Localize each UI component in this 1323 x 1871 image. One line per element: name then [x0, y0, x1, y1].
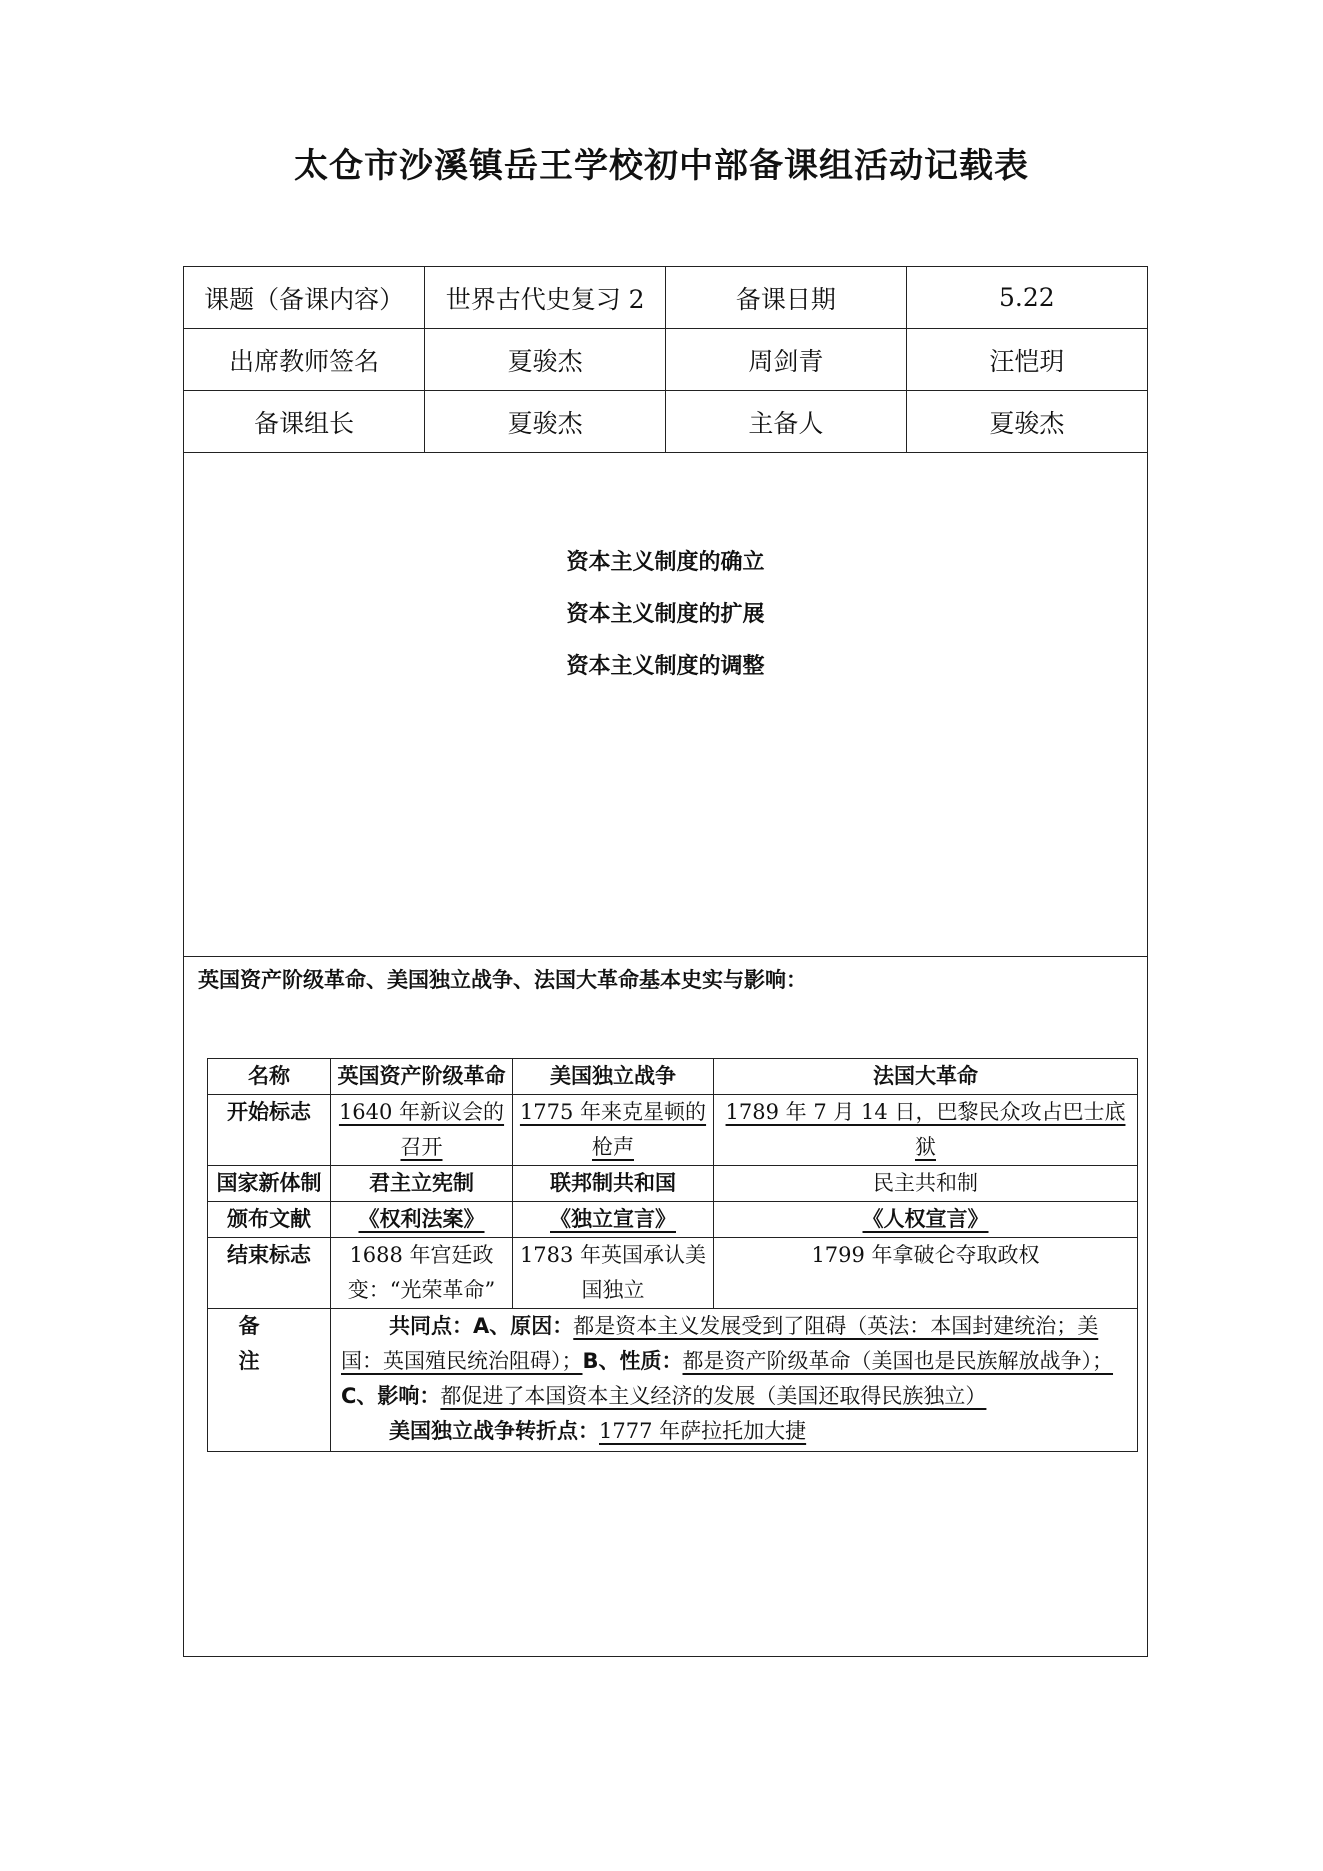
header-table — [184, 267, 1147, 453]
header-row — [184, 391, 1147, 453]
table-cell: 《独立宣言》 — [513, 1202, 714, 1238]
column-header: 美国独立战争 — [513, 1059, 714, 1095]
table-cell: 1799 年拿破仑夺取政权 — [714, 1238, 1138, 1309]
attendees-label: 出席教师签名 — [184, 329, 425, 391]
table-cell: 民主共和制 — [714, 1166, 1138, 1202]
table-cell: 1775 年来克星顿的枪声 — [513, 1095, 714, 1166]
table-cell: 君主立宪制 — [331, 1166, 513, 1202]
topics-block — [184, 453, 1147, 957]
page-title: 太仓市沙溪镇岳王学校初中部备课组活动记载表 — [294, 146, 1029, 186]
date-value: 5.22 — [906, 267, 1147, 329]
row-label: 颁布文献 — [208, 1202, 331, 1238]
row-label: 国家新体制 — [208, 1166, 331, 1202]
comparison-table — [207, 1058, 1138, 1452]
record-form — [183, 266, 1148, 1657]
header-row — [184, 267, 1147, 329]
table-cell: 《人权宣言》 — [714, 1202, 1138, 1238]
row-label: 结束标志 — [208, 1238, 331, 1309]
note-cell: 共同点：A、原因：都是资本主义发展受到了阻碍（英法：本国封建统治；美国：英国殖民统治阻碍）；B、性质：都是资产阶级革命（美国也是民族解放战争）；C、影响：都促进了本国资本主义经济的发展（美国还取得民族独立） 美国独立战争转折点：1777 年萨拉托加大捷 — [331, 1309, 1138, 1452]
column-header: 名称 — [208, 1059, 331, 1095]
main-preparer-value: 夏骏杰 — [906, 391, 1147, 453]
column-header: 英国资产阶级革命 — [331, 1059, 513, 1095]
section-heading: 英国资产阶级革命、美国独立战争、法国大革命基本史实与影响： — [198, 968, 807, 992]
table-cell: 1783 年英国承认美国独立 — [513, 1238, 714, 1309]
table-row — [208, 1059, 1138, 1095]
table-cell: 1640 年新议会的召开 — [331, 1095, 513, 1166]
table-row — [208, 1166, 1138, 1202]
topic-item: 资本主义制度的确立 — [566, 550, 765, 575]
table-cell: 1688 年宫廷政变：“光荣革命” — [331, 1238, 513, 1309]
row-label: 开始标志 — [208, 1095, 331, 1166]
subject-label: 课题（备课内容） — [184, 267, 425, 329]
header-row — [184, 329, 1147, 391]
topic-item: 资本主义制度的调整 — [566, 654, 765, 679]
table-row — [208, 1202, 1138, 1238]
column-header: 法国大革命 — [714, 1059, 1138, 1095]
table-cell: 《权利法案》 — [331, 1202, 513, 1238]
subject-value: 世界古代史复习 2 — [425, 267, 666, 329]
table-cell: 1789 年 7 月 14 日，巴黎民众攻占巴士底狱 — [714, 1095, 1138, 1166]
table-row — [208, 1238, 1138, 1309]
table-row — [208, 1309, 1138, 1452]
date-label: 备课日期 — [666, 267, 907, 329]
group-leader-value: 夏骏杰 — [425, 391, 666, 453]
attendee-name: 夏骏杰 — [425, 329, 666, 391]
table-row — [208, 1095, 1138, 1166]
group-leader-label: 备课组长 — [184, 391, 425, 453]
table-cell: 联邦制共和国 — [513, 1166, 714, 1202]
attendee-name: 周剑青 — [666, 329, 907, 391]
row-label: 备注 — [208, 1309, 331, 1452]
main-preparer-label: 主备人 — [666, 391, 907, 453]
attendee-name: 汪恺玥 — [906, 329, 1147, 391]
topic-item: 资本主义制度的扩展 — [566, 602, 765, 627]
